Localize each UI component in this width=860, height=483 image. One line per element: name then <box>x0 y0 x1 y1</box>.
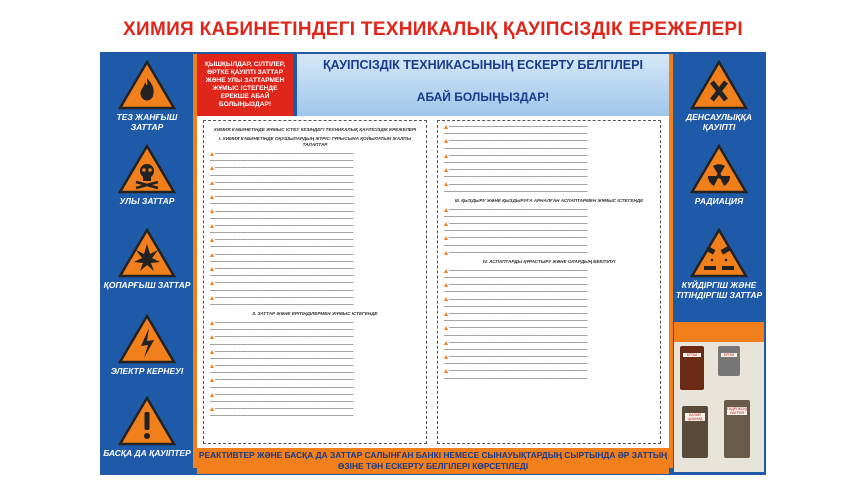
sign-label: ЭЛЕКТР КЕРНЕУІ <box>110 366 184 376</box>
sign-label: ҚОПАРҒЫШ ЗАТТАР <box>103 280 191 290</box>
sign-explosive <box>100 228 194 290</box>
sign-flammable <box>100 60 194 132</box>
jar-label: БРОМ <box>721 353 737 357</box>
subtitle: ҚАУІПСІЗДІК ТЕХНИКАСЫНЫҢ ЕСКЕРТУ БЕЛГІЛЕРІ <box>323 58 643 72</box>
sign-label: ТЕЗ ЖАНҒЫШ ЗАТТАР <box>116 112 178 132</box>
orange-divider-right <box>669 54 673 468</box>
rules-text-block: ━━━━━━━━━━━━━━━━━━━━━━━━━━━━━━━━━━━━━━━━━━━━━━━━━━━━━━━ ━━━━━━━━━━━━━━━━━━━━━━━━━━━━━━━━━━━━━━━━━━━━━━━━━━━━━━━━━ ━━━━━━━━━━━━━━━━━━━━━━━━━━━━━━━━━━━━━━━━━━━━━━━━━━━━━━━ ━━━━━━━━━━━━━━━━━━━━━━━━━━━━━━━━━━━━━━━━━━━━━━━━━━━━━━━━━ ━━━━━━━━━━━━━━━━━━━━━━━━━━━━━━━━━━━━━━━━━━━━━━━━━━━━━━━ ━━━━━━━━━━━━━━━━━━━━━━━━━━━━━━━━━━━━━━━━━━━━━━━━━━━━━━━━━ ━━━━━━━━━━━━━━━━━━━━━━━━━━━━━━━━━━━━━━━━━━━━━━━━━━━━━━━ ━━━━━━━━━━━━━━━━━━━━━━━━━━━━━━━━━━━━━━━━━━━━━━━━━━━━━━━━━ ━━━━━━━━━━━━━━━━━━━━━━━━━━━━━━━━━━━━━━━━━━━━━━━━━━━━━━━ ━━━━━━━━━━━━━━━━━━━━━━━━━━━━━━━━━━━━━━━━━━━━━━━━━━━━━━━━━ ━━━━━━━━━━━━━━━━━━━━━━━━━━━━━━━━━━━━━━━━━━━━━━━━━━━━━━━ ━━━━━━━━━━━━━━━━━━━━━━━━━━━━━━━━━━━━━━━━━━━━━━━━━━━━━━━━━ ━━━━━━━━━━━━━━━━━━━━━━━━━━━━━━━━━━━━━━━━━━━━━━━━━━━━━━━ ━━━━━━━━━━━━━━━━━━━━━━━━━━━━━━━━━━━━━━━━━━━━━━━━━━━━━━━━━ ━━━━━━━━━━━━━━━━━━━━━━━━━━━━━━━━━━━━━━━━━━━━━━━━━━━━━━━ ━━━━━━━━━━━━━━━━━━━━━━━━━━━━━━━━━━━━━━━━━━━━━━━━━━━━━━━━━ <box>444 267 588 381</box>
corrosive-icon <box>690 228 748 278</box>
rules-panel <box>197 116 669 450</box>
caution-heading: АБАЙ БОЛЫҢЫЗДАР! <box>416 90 550 104</box>
rules-column-left <box>203 120 427 444</box>
rules-column-right <box>437 120 661 444</box>
rules-text-block: ━━━━━━━━━━━━━━━━━━━━━━━━━━━━━━━━━━━━━━━━━━━━━━━━━━━━━━━ ━━━━━━━━━━━━━━━━━━━━━━━━━━━━━━━━━━━━━━━━━━━━━━━━━━━━━━━━━ ━━━━━━━━━━━━━━━━━━━━━━━━━━━━━━━━━━━━━━━━━━━━━━━━━━━━━━━ ━━━━━━━━━━━━━━━━━━━━━━━━━━━━━━━━━━━━━━━━━━━━━━━━━━━━━━━━━ ━━━━━━━━━━━━━━━━━━━━━━━━━━━━━━━━━━━━━━━━━━━━━━━━━━━━━━━ ━━━━━━━━━━━━━━━━━━━━━━━━━━━━━━━━━━━━━━━━━━━━━━━━━━━━━━━━━ ━━━━━━━━━━━━━━━━━━━━━━━━━━━━━━━━━━━━━━━━━━━━━━━━━━━━━━━ ━━━━━━━━━━━━━━━━━━━━━━━━━━━━━━━━━━━━━━━━━━━━━━━━━━━━━━━━━ ━━━━━━━━━━━━━━━━━━━━━━━━━━━━━━━━━━━━━━━━━━━━━━━━━━━━━━━ ━━━━━━━━━━━━━━━━━━━━━━━━━━━━━━━━━━━━━━━━━━━━━━━━━━━━━━━━━ ━━━━━━━━━━━━━━━━━━━━━━━━━━━━━━━━━━━━━━━━━━━━━━━━━━━━━━━ ━━━━━━━━━━━━━━━━━━━━━━━━━━━━━━━━━━━━━━━━━━━━━━━━━━━━━━━━━ ━━━━━━━━━━━━━━━━━━━━━━━━━━━━━━━━━━━━━━━━━━━━━━━━━━━━━━━ ━━━━━━━━━━━━━━━━━━━━━━━━━━━━━━━━━━━━━━━━━━━━━━━━━━━━━━━━━ <box>210 319 354 419</box>
sign-radiation <box>672 144 766 206</box>
poster-title: ХИМИЯ КАБИНЕТІНДЕГІ ТЕХНИКАЛЫҚ ҚАУІПСІЗДІК ЕРЕЖЕЛЕРІ <box>123 19 743 40</box>
rules-section-1: I. ХИМИЯ КАБИНЕТІНДЕ ОҚУШЫЛАРДЫҢ ЖҮРІС-ТҰРЫСЫНА ҚОЙЫЛАТЫН ЖАЛПЫ ТАЛАПТАР <box>218 136 412 147</box>
rules-text-block: ━━━━━━━━━━━━━━━━━━━━━━━━━━━━━━━━━━━━━━━━━━━━━━━━━━━━━━━ ━━━━━━━━━━━━━━━━━━━━━━━━━━━━━━━━━━━━━━━━━━━━━━━━━━━━━━━━━ ━━━━━━━━━━━━━━━━━━━━━━━━━━━━━━━━━━━━━━━━━━━━━━━━━━━━━━━ ━━━━━━━━━━━━━━━━━━━━━━━━━━━━━━━━━━━━━━━━━━━━━━━━━━━━━━━━━ ━━━━━━━━━━━━━━━━━━━━━━━━━━━━━━━━━━━━━━━━━━━━━━━━━━━━━━━ ━━━━━━━━━━━━━━━━━━━━━━━━━━━━━━━━━━━━━━━━━━━━━━━━━━━━━━━━━ ━━━━━━━━━━━━━━━━━━━━━━━━━━━━━━━━━━━━━━━━━━━━━━━━━━━━━━━ <box>444 206 588 255</box>
reagent-jar <box>718 346 740 376</box>
sign-toxic <box>100 144 194 206</box>
reagent-jars-panel <box>674 322 764 472</box>
sign-label: РАДИАЦИЯ <box>694 196 744 206</box>
left-sign-column <box>100 52 194 475</box>
flame-icon <box>118 60 176 110</box>
rules-section-2: II. ЗАТТАР ЖӘНЕ ЕРІТІНДІЛЕРМЕН ЖҰМЫС ІСТЕГЕНДЕ <box>252 310 378 316</box>
radiation-icon <box>690 144 748 194</box>
rules-section-4: IV. АСПАПТАРДЫ ҚҰРАСТЫРУ ЖӘНЕ ОЛАРДЫҢ БЕКІТІЛУІ <box>482 258 616 264</box>
skull-icon <box>118 144 176 194</box>
sign-electric <box>100 314 194 376</box>
exclamation-icon <box>118 396 176 446</box>
sign-corrosive <box>672 228 766 300</box>
jar-label: КАЛИЙ ЦИАНИД <box>685 413 705 421</box>
reagent-labels-notice: РЕАКТИВТЕР ЖӘНЕ БАСҚА ДА ЗАТТАР САЛЫНҒАН БАНКІ НЕМЕСЕ СЫНАУЫҚТАРДЫҢ СЫРТЫНДА ӘР ЗАТТЫҢ ӨЗІНЕ ТӘН ЕСКЕРТУ БЕЛГІЛЕРІ КӨРСЕТІЛЕДІ <box>197 448 669 474</box>
sign-label: ДЕНСАУЛЫҚҚА ҚАУІПТІ <box>685 112 753 132</box>
sign-other <box>100 396 194 458</box>
reagent-jar <box>724 400 750 458</box>
rules-header: ХИМИЯ КАБИНЕТІНДЕ ЖҰМЫС ІСТЕУ КЕЗІНДЕГІ ТЕХНИКАЛЫҚ ҚАУІПСІЗДІК ЕРЕЖЕЛЕРІ <box>213 127 417 132</box>
sign-label: БАСҚА ДА ҚАУІПТЕР <box>103 448 191 458</box>
sign-harmful <box>672 60 766 132</box>
sign-label: УЛЫ ЗАТТАР <box>119 196 175 206</box>
explosion-icon <box>118 228 176 278</box>
jar-label: ГИДРОКСИД НАТРИЯ <box>727 407 749 415</box>
rules-text-block: ━━━━━━━━━━━━━━━━━━━━━━━━━━━━━━━━━━━━━━━━━━━━━━━━━━━━━━━ ━━━━━━━━━━━━━━━━━━━━━━━━━━━━━━━━━━━━━━━━━━━━━━━━━━━━━━━━━ ━━━━━━━━━━━━━━━━━━━━━━━━━━━━━━━━━━━━━━━━━━━━━━━━━━━━━━━ ━━━━━━━━━━━━━━━━━━━━━━━━━━━━━━━━━━━━━━━━━━━━━━━━━━━━━━━━━ ━━━━━━━━━━━━━━━━━━━━━━━━━━━━━━━━━━━━━━━━━━━━━━━━━━━━━━━ ━━━━━━━━━━━━━━━━━━━━━━━━━━━━━━━━━━━━━━━━━━━━━━━━━━━━━━━━━ ━━━━━━━━━━━━━━━━━━━━━━━━━━━━━━━━━━━━━━━━━━━━━━━━━━━━━━━ ━━━━━━━━━━━━━━━━━━━━━━━━━━━━━━━━━━━━━━━━━━━━━━━━━━━━━━━━━ ━━━━━━━━━━━━━━━━━━━━━━━━━━━━━━━━━━━━━━━━━━━━━━━━━━━━━━━ ━━━━━━━━━━━━━━━━━━━━━━━━━━━━━━━━━━━━━━━━━━━━━━━━━━━━━━━━━ ━━━━━━━━━━━━━━━━━━━━━━━━━━━━━━━━━━━━━━━━━━━━━━━━━━━━━━━ ━━━━━━━━━━━━━━━━━━━━━━━━━━━━━━━━━━━━━━━━━━━━━━━━━━━━━━━━━ ━━━━━━━━━━━━━━━━━━━━━━━━━━━━━━━━━━━━━━━━━━━━━━━━━━━━━━━ ━━━━━━━━━━━━━━━━━━━━━━━━━━━━━━━━━━━━━━━━━━━━━━━━━━━━━━━━━ ━━━━━━━━━━━━━━━━━━━━━━━━━━━━━━━━━━━━━━━━━━━━━━━━━━━━━━━ ━━━━━━━━━━━━━━━━━━━━━━━━━━━━━━━━━━━━━━━━━━━━━━━━━━━━━━━━━ ━━━━━━━━━━━━━━━━━━━━━━━━━━━━━━━━━━━━━━━━━━━━━━━━━━━━━━━ ━━━━━━━━━━━━━━━━━━━━━━━━━━━━━━━━━━━━━━━━━━━━━━━━━━━━━━━━━ ━━━━━━━━━━━━━━━━━━━━━━━━━━━━━━━━━━━━━━━━━━━━━━━━━━━━━━━ ━━━━━━━━━━━━━━━━━━━━━━━━━━━━━━━━━━━━━━━━━━━━━━━━━━━━━━━━━ ━━━━━━━━━━━━━━━━━━━━━━━━━━━━━━━━━━━━━━━━━━━━━━━━━━━━━━━ ━━━━━━━━━━━━━━━━━━━━━━━━━━━━━━━━━━━━━━━━━━━━━━━━━━━━━━━━━ <box>210 151 354 307</box>
lightning-icon <box>118 314 176 364</box>
harmful-x-icon <box>690 60 748 110</box>
jar-label: БРОМ <box>683 353 701 357</box>
sign-label: КҮЙДІРГІШ ЖӘНЕ ТІТІНДІРГІШ ЗАТТАР <box>675 280 763 300</box>
rules-section-3: III. ҚЫЗДЫРУ ЖӘНЕ ҚЫЗДЫРУҒА АРНАЛҒАН АСПАПТАРМЕН ЖҰМЫС ІСТЕГЕНДЕ <box>454 197 644 203</box>
reagent-panel-top <box>674 322 764 342</box>
rules-text-block: ━━━━━━━━━━━━━━━━━━━━━━━━━━━━━━━━━━━━━━━━━━━━━━━━━━━━━━━ ━━━━━━━━━━━━━━━━━━━━━━━━━━━━━━━━━━━━━━━━━━━━━━━━━━━━━━━━━ ━━━━━━━━━━━━━━━━━━━━━━━━━━━━━━━━━━━━━━━━━━━━━━━━━━━━━━━ ━━━━━━━━━━━━━━━━━━━━━━━━━━━━━━━━━━━━━━━━━━━━━━━━━━━━━━━━━ ━━━━━━━━━━━━━━━━━━━━━━━━━━━━━━━━━━━━━━━━━━━━━━━━━━━━━━━ ━━━━━━━━━━━━━━━━━━━━━━━━━━━━━━━━━━━━━━━━━━━━━━━━━━━━━━━━━ ━━━━━━━━━━━━━━━━━━━━━━━━━━━━━━━━━━━━━━━━━━━━━━━━━━━━━━━ ━━━━━━━━━━━━━━━━━━━━━━━━━━━━━━━━━━━━━━━━━━━━━━━━━━━━━━━━━ ━━━━━━━━━━━━━━━━━━━━━━━━━━━━━━━━━━━━━━━━━━━━━━━━━━━━━━━ ━━━━━━━━━━━━━━━━━━━━━━━━━━━━━━━━━━━━━━━━━━━━━━━━━━━━━━━━━ <box>444 124 588 194</box>
red-warning-notice: ҚЫШҚЫЛДАР, СІЛТІЛЕР, ӨРТКЕ ҚАУІПТІ ЗАТТАР ЖӘНЕ УЛЫ ЗАТТАРМЕН ЖҰМЫС ІСТЕГЕНДЕ ЕРЕКШЕ АБАЙ БОЛЫҢЫЗДАР! <box>197 54 293 116</box>
right-sign-column <box>672 52 766 322</box>
reagent-jar <box>680 346 704 390</box>
reagent-jar <box>682 406 708 458</box>
